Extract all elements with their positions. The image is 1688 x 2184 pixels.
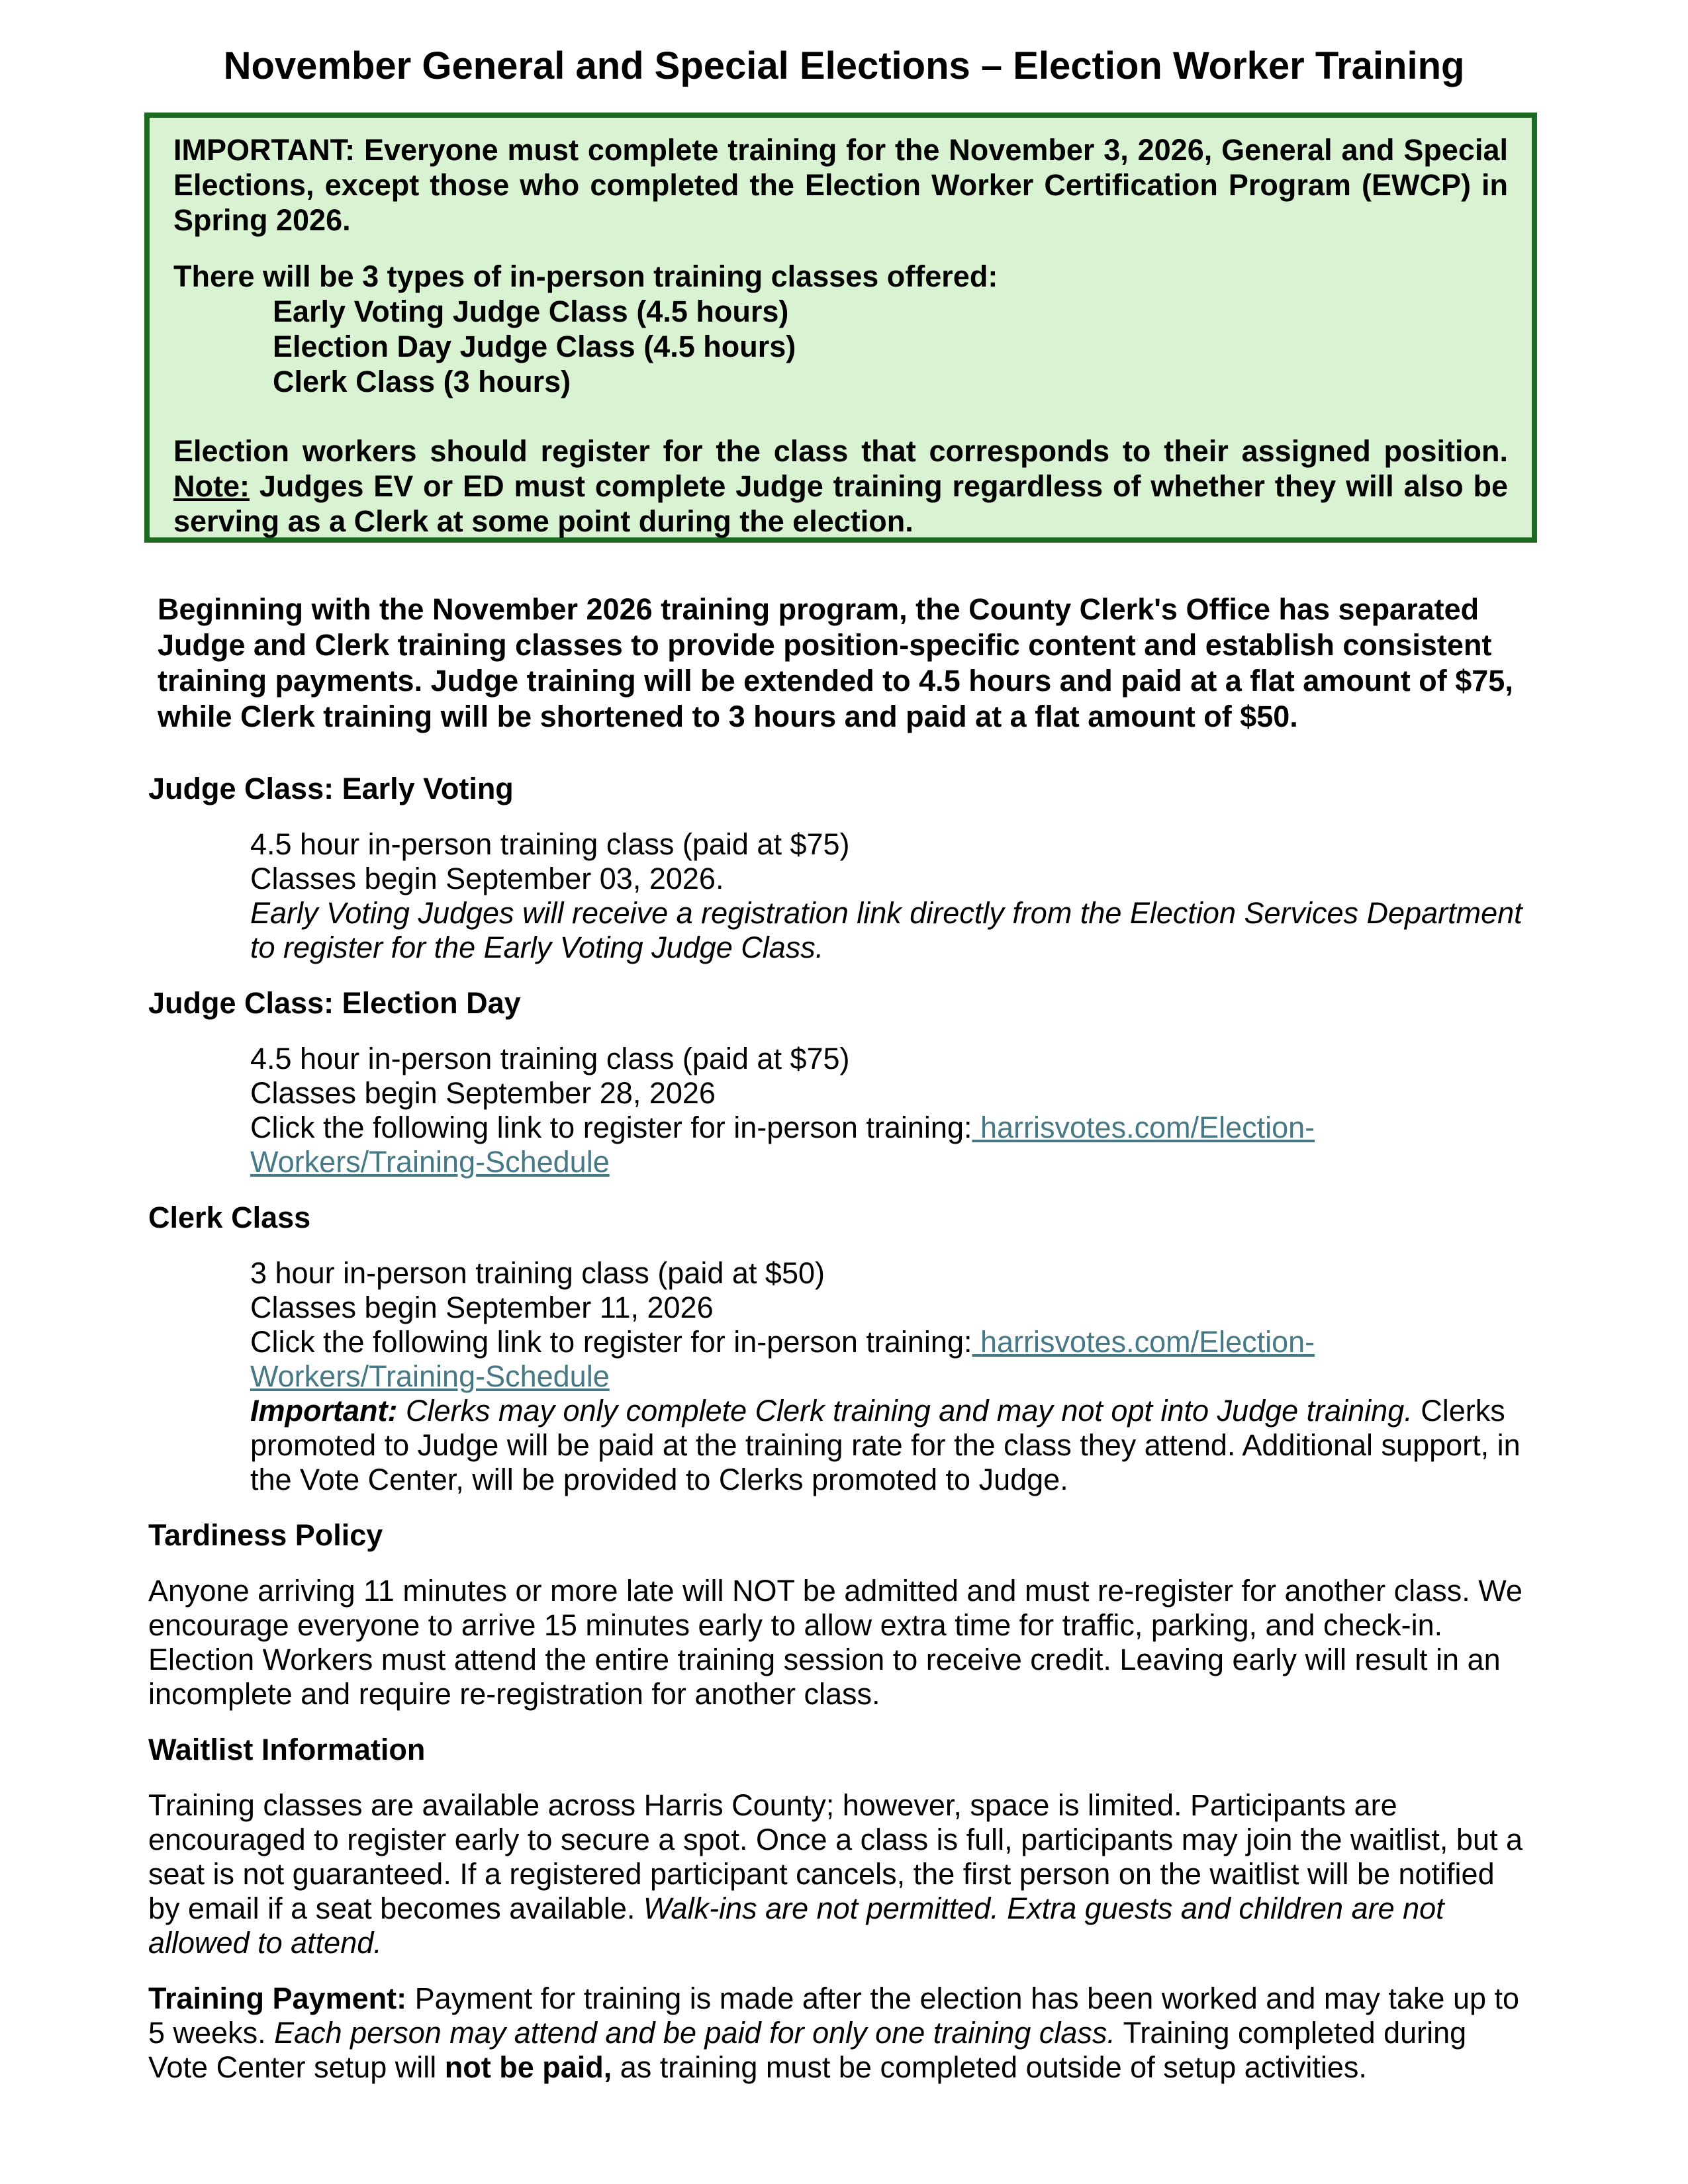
important-statement: IMPORTANT: Everyone must complete training for the November 3, 2026, General and Special Elections, except those who completed the Election Worker Certification Program (EWCP) in Spring 2026. bbox=[173, 133, 1508, 237]
registration-note: Election workers should register for the class that corresponds to their assigned position. Note: Judges EV or ED must complete Judge training regardless of whether they will also be serving as a Clerk at some point during the election. bbox=[173, 434, 1508, 538]
training-schedule-link[interactable]: harrisvotes.com/Election-Workers/Training-Schedule bbox=[250, 1111, 1315, 1179]
payment-label: Training Payment: bbox=[148, 1981, 407, 2015]
main-content bbox=[148, 772, 1532, 2085]
list-item: Classes begin September 11, 2026 bbox=[250, 1291, 714, 1324]
important-label: Important: bbox=[250, 1394, 398, 1428]
note-label: Note: bbox=[173, 469, 250, 503]
training-schedule-link[interactable]: harrisvotes.com/Election-Workers/Training-Schedule bbox=[250, 1325, 1315, 1393]
list-item: Click the following link to register for in-person training: harrisvotes.com/Election-Workers/Training-Schedule bbox=[250, 1111, 1315, 1179]
list-item: Important: Clerks may only complete Clerk training and may not opt into Judge training. Clerks promoted to Judge will be paid at the training rate for the class they attend. Additional support, in the Vote Center, will be provided to Clerks promoted to Judge. bbox=[250, 1394, 1521, 1496]
page-title: November General and Special Elections – Election Worker Training bbox=[223, 44, 1465, 87]
list-item: Early Voting Judges will receive a registration link directly from the Election Services Department to register for the Early Voting Judge Class. bbox=[250, 896, 1523, 964]
list-item: Early Voting Judge Class (4.5 hours) bbox=[273, 295, 789, 328]
tardiness-text: Anyone arriving 11 minutes or more late will NOT be admitted and must re-register for another class. We encourage everyone to arrive 15 minutes early to allow extra time for traffic, parking, and check-in. Election Workers must attend the entire training session to receive credit. Leaving early will result in an incomplete and require re-registration for another class. bbox=[148, 1574, 1523, 1711]
list-item: 4.5 hour in-person training class (paid at $75) bbox=[250, 827, 850, 861]
list-item: 3 hour in-person training class (paid at $50) bbox=[250, 1256, 825, 1290]
section-heading-clerk: Clerk Class bbox=[148, 1201, 311, 1234]
list-item: Clerk Class (3 hours) bbox=[273, 365, 571, 398]
training-types-list bbox=[173, 294, 1508, 399]
section-heading-election-day: Judge Class: Election Day bbox=[148, 986, 521, 1020]
training-types-heading: There will be 3 types of in-person training classes offered: bbox=[173, 259, 998, 293]
section-heading-tardiness: Tardiness Policy bbox=[148, 1518, 383, 1552]
waitlist-text: Training classes are available across Harris County; however, space is limited. Participants are encouraged to register early to secure a spot. Once a class is full, participants may join the waitlist, but a seat is not guaranteed. If a registered participant cancels, the first person on the waitlist will be notified by email if a seat becomes available. Walk-ins are not permitted. Extra guests and children are not allowed to attend. bbox=[148, 1788, 1523, 1960]
important-notice-box bbox=[144, 113, 1537, 543]
list-item: Classes begin September 03, 2026. bbox=[250, 862, 724, 895]
election-day-list bbox=[148, 1042, 1532, 1179]
clerk-list bbox=[148, 1256, 1532, 1497]
early-voting-list bbox=[148, 827, 1532, 965]
section-heading-waitlist: Waitlist Information bbox=[148, 1733, 426, 1766]
list-item: Click the following link to register for in-person training: harrisvotes.com/Election-Workers/Training-Schedule bbox=[250, 1325, 1315, 1393]
intro-paragraph: Beginning with the November 2026 training program, the County Clerk's Office has separated Judge and Clerk training classes to provide position-specific content and establish consistent training payments. Judge training will be extended to 4.5 hours and paid at a flat amount of $75, while Clerk training will be shortened to 3 hours and paid at a flat amount of $50. bbox=[158, 592, 1513, 733]
list-item: 4.5 hour in-person training class (paid at $75) bbox=[250, 1042, 850, 1075]
list-item: Election Day Judge Class (4.5 hours) bbox=[273, 330, 796, 363]
list-item: Classes begin September 28, 2026 bbox=[250, 1076, 716, 1110]
section-heading-early-voting: Judge Class: Early Voting bbox=[148, 772, 514, 805]
training-payment-text: Training Payment: Payment for training is made after the election has been worked and may take up to 5 weeks. Each person may attend and be paid for only one training class. Training completed during Vote Center setup will not be paid, as training must be completed outside of setup activities. bbox=[148, 1981, 1520, 2084]
